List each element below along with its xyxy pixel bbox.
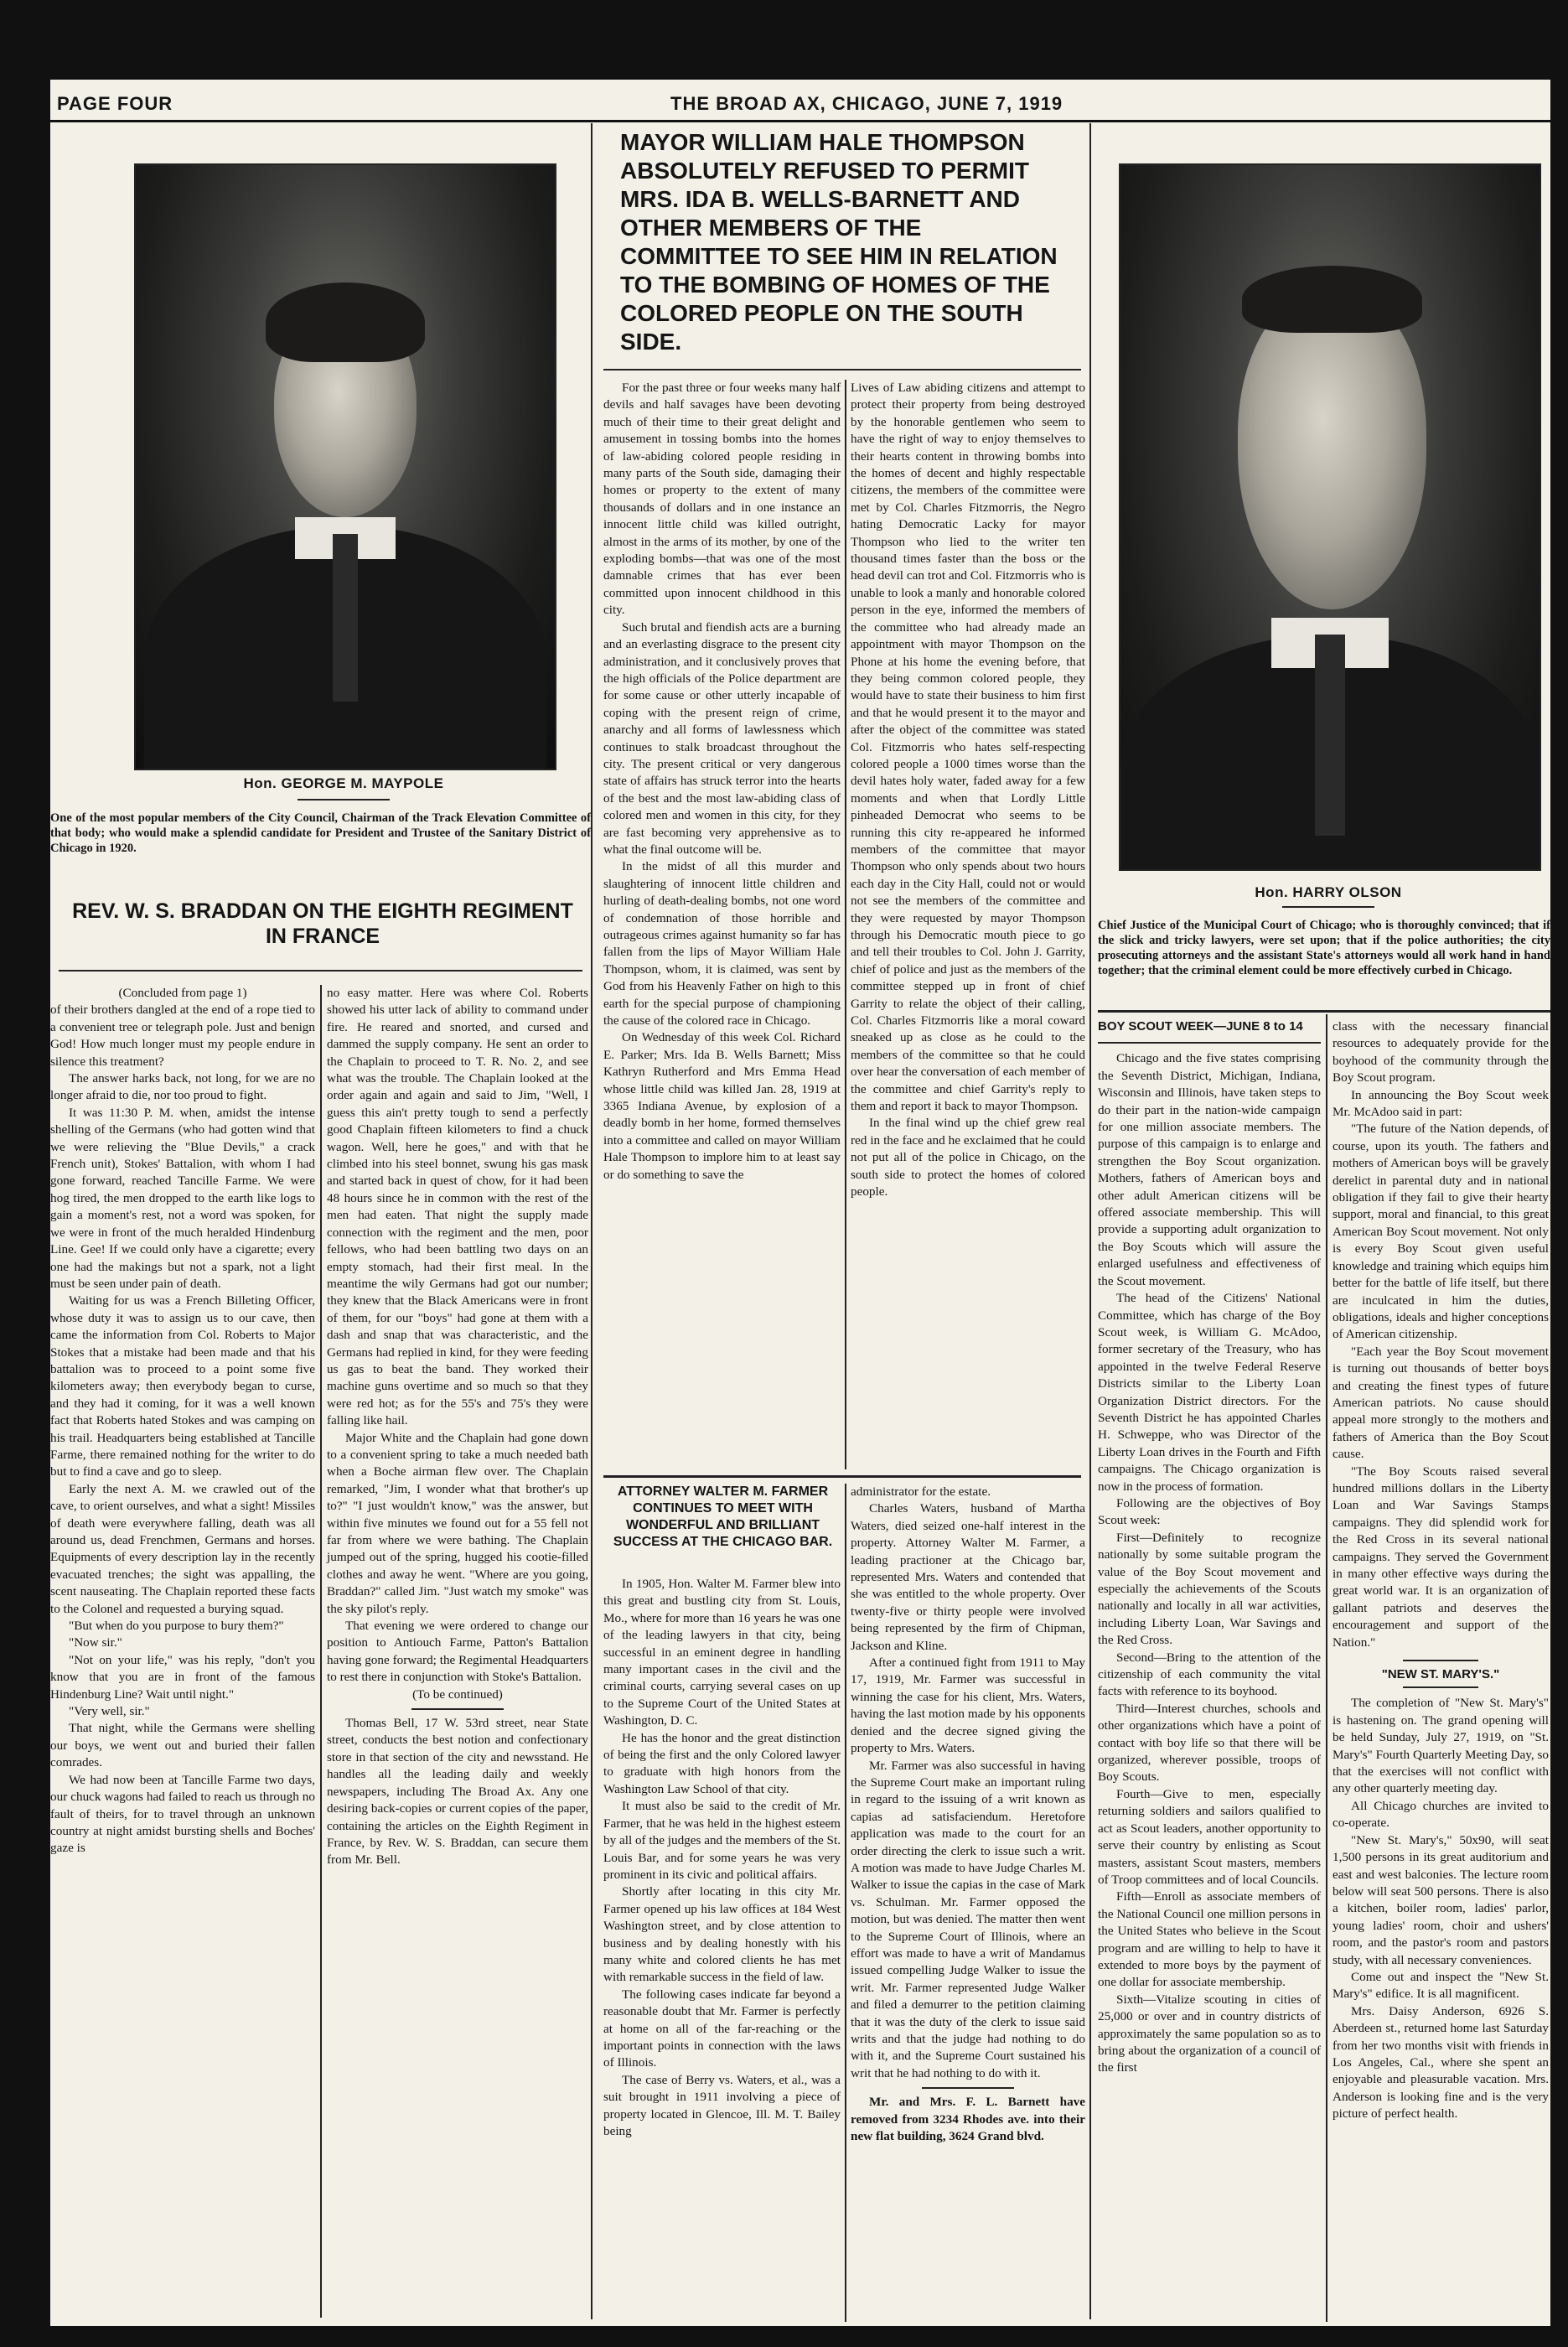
article-paragraph: The following cases indicate far beyond a reasonable doubt that Mr. Farmer is perfectly at home on all of the far-reaching or the important points in connection with the laws of Illinois. xyxy=(603,1987,841,2070)
mayor-column-2 xyxy=(851,380,1085,1201)
section-rule xyxy=(603,1475,1081,1478)
article-paragraph: The head of the Citizens' National Committee, which has charge of the Boy Scout week, is William G. McAdoo, former secretary of the Treasury, who has appointed in the twelve Federal Reserve Districts similar to the Liberty Loan Organization District directors. For the Seventh District he has appointed Charles H. Schweppe, who was Director of the Liberty Loan drives in the Fourth and Fifth campaigns. The Chicago organization is now in the process of formation. xyxy=(1098,1291,1321,1494)
article-paragraph: The completion of "New St. Mary's" is hastening on. The grand opening will be held Sunday, July 27, 1919, on "St. Mary's" Fourth Quarterly Meeting Day, so that the exercises will not conflict with any other quarterly meeting day. xyxy=(1333,1696,1549,1796)
page-header xyxy=(50,86,1550,120)
mayor-headline: MAYOR WILLIAM HALE THOMPSON ABSOLUTELY REFUSED TO PERMIT MRS. IDA B. WELLS-BARNETT AND OTHER MEMBERS OF THE COMMITTEE TO SEE HIM IN RELATION TO THE BOMBING OF HOMES OF THE COLORED PEOPLE ON THE SOUTH SIDE. xyxy=(620,129,1058,355)
maypole-caption: One of the most popular members of the City Council, Chairman of the Track Elevation Committee of that body; who would make a splendid candidate for President and Trustee of the Sanitary District of Chicago in 1920. xyxy=(50,811,591,855)
article-paragraph: (To be continued) xyxy=(412,1686,503,1702)
section-rule xyxy=(922,2087,1014,2089)
article-paragraph: administrator for the estate. xyxy=(851,1484,991,1499)
article-paragraph: In the final wind up the chief grew real red in the face and he exclaimed that he could not put all of the police in Chicago, on the south side to protect the homes of colored people. xyxy=(851,1116,1085,1199)
farmer-column-1 xyxy=(603,1576,841,2140)
article-paragraph: Second—Bring to the attention of the citizenship of each community the vital facts with reference to its boyhood. xyxy=(1098,1650,1321,1699)
section-rule xyxy=(1403,1686,1478,1688)
article-paragraph: We had now been at Tancille Farme two days, our chuck wagons had failed to reach us through no fault of theirs, for to travel through an unknown country at night amidst bursting shells and Boches' gaze is xyxy=(50,1772,315,1856)
article-paragraph: Mr. and Mrs. F. L. Barnett have removed from 3234 Rhodes ave. into their new flat building, 3624 Grand blvd. xyxy=(851,2095,1085,2144)
braddan-headline: REV. W. S. BRADDAN ON THE EIGHTH REGIMENT IN FRANCE xyxy=(72,899,573,948)
article-paragraph: In announcing the Boy Scout week Mr. McAdoo said in part: xyxy=(1333,1087,1549,1120)
article-paragraph: That night, while the Germans were shelling our boys, we went out and buried their fallen comrades. xyxy=(50,1721,315,1770)
article-paragraph: Waiting for us was a French Billeting Officer, whose duty it was to assign us to our cave, then came the information from Col. Roberts to Major Stokes that a mistake had been made and that his battalion was to proceed to a point some five kilometers away; then everybody began to curse, and they had it coming, for it was a well known fact that Roberts hated Stokes and was camping on his trail. Headquarters being established at Tancille Farme, there remained nothing for the writer to do but to find a cave and go to sleep. xyxy=(50,1293,315,1479)
mayor-headline-rule xyxy=(603,369,1081,370)
article-paragraph: "The Boy Scouts raised several hundred millions dollars in the Liberty Loan and War Savings Stamps campaigns. They did splendid work for the Red Cross in its several national campaigns. They served the Government in many other effective ways during the great world war. It is an organization of gallant patriots and deserves the encouragement and support of the Nation." xyxy=(1333,1464,1549,1650)
article-paragraph: "New St. Mary's," 50x90, will seat 1,500 persons in its great auditorium and east and west balconies. The lecture room below will seat 500 persons. There is also a kitchen, boiler room, ladies' parlor, young ladies' room, choir and ushers' room, and the pastor's room and pastors study, with all necessary conveniences. xyxy=(1333,1832,1549,1967)
article-paragraph: Shortly after locating in this city Mr. Farmer opened up his law offices at 184 West Washington street, and by close attention to business and by dealing honestly with his many white and colored clients he has met with remarkable success in the field of law. xyxy=(603,1884,841,1985)
caption-rule xyxy=(298,799,390,800)
article-paragraph: Fourth—Give to men, especially returning soldiers and sailors qualified to act as Scout leaders, another opportunity to serve their country by enlisting as Scout masters, assistant Scout masters, members of Troop committees and of local Councils. xyxy=(1098,1786,1321,1887)
article-paragraph: "But when do you purpose to bury them?" xyxy=(69,1619,284,1634)
maypole-portrait xyxy=(134,163,556,770)
farmer-headline: ATTORNEY WALTER M. FARMER CONTINUES TO MEET WITH WONDERFUL AND BRILLIANT SUCCESS AT THE CHICAGO BAR. xyxy=(613,1484,833,1549)
article-paragraph: On Wednesday of this week Col. Richard E. Parker; Mrs. Ida B. Wells Barnett; Miss Kathryn Rutherford and Mrs Emma Head whose little child was killed Jan. 28, 1919 at 3365 Indiana Avenue, by explosion of a deadly bomb in her home, formed themselves into a committee and called on mayor William Hale Thompson to implore him to at least say or do something to save the xyxy=(603,1030,841,1182)
article-paragraph: All Chicago churches are invited to co-operate. xyxy=(1333,1798,1549,1831)
article-paragraph: It was 11:30 P. M. when, amidst the intense shelling of the Germans (who had gotten wind that we were relieving the "Blue Devils," a crack French unit), Stokes' Battalion, with whom I had gone forward, reached Tancille Farme. We were hog tired, the men dropped to the earth like logs to gain a moment's rest, not a word was spoken, for we were in front of the much heralded Hindenburg Line. Gee! If we could only have a cigarette; every one had the makings but not a spark, not a light must be seen under pain of death. xyxy=(50,1105,315,1291)
mayor-column-1 xyxy=(603,380,841,1184)
article-paragraph: "The future of the Nation depends, of course, upon its youth. The fathers and mothers of American boys will be gravely derelict in parental duty and in national obligation if they fail to give their hearty support, moral and financial, to this great American Boy Scout movement. Not only is every Boy Scout given useful knowledge and training which equips him better for the battle of life itself, but there are inculcated in him the duties, obligations, ideals and higher conceptions of American citizenship. xyxy=(1333,1122,1549,1342)
maypole-name: Hon. GEORGE M. MAYPOLE xyxy=(243,775,444,791)
article-paragraph: After a continued fight from 1911 to May 17, 1919, Mr. Farmer was successful in winning the case for his client, Mrs. Waters, having the last motion made by his opponents denied and the decree signed giving the property to Mrs. Waters. xyxy=(851,1655,1085,1756)
scout-divider xyxy=(1326,1014,1327,2322)
article-paragraph: The answer harks back, not long, for we are no longer afraid to die, nor too proud to fight. xyxy=(50,1071,315,1103)
column-divider-2 xyxy=(1089,123,1091,2319)
article-paragraph: (Concluded from page 1) xyxy=(118,986,247,1000)
article-paragraph: For the past three or four weeks many half devils and half savages have been devoting much of their time to their great delight and amusement in tossing bombs into the homes of law-abiding colored people residing in many parts of the South side, damaging their homes or property to the extent of many thousands of dollars and in one instance an innocent little child was killed outright, almost in the arms of its mother, by one of the exploding bombs—that was one of the most damnable crimes that has ever been committed upon innocent childhood in this city. xyxy=(603,381,841,618)
olson-portrait xyxy=(1119,163,1541,871)
article-paragraph: Mrs. Daisy Anderson, 6926 S. Aberdeen st., returned home last Saturday from her two months visit with friends in Los Angeles, Cal., where she spent an enjoyable and pleasurable vacation. Mrs. Anderson is looking fine and is the very picture of perfect health. xyxy=(1333,2003,1549,2122)
column-divider-1 xyxy=(591,123,593,2319)
article-paragraph: Charles Waters, husband of Martha Waters, died seized one-half interest in the property. Attorney Walter M. Farmer, a leading practioner at the Chicago bar, represented Mrs. Waters and contended that she was entitled to the whole property. Over twenty-five or thirty people were involved being represented by the firm of Chipman, Jackson and Kline. xyxy=(851,1501,1085,1653)
article-paragraph: Lives of Law abiding citizens and attempt to protect their property from being destroyed by the honorable gentlemen who seem to have the right of way to enjoy themselves to their hearts content in throwing bombs into the homes of decent and highly respectable citizens, the members of the committee were met by Col. Charles Fitzmorris, the Negro hating Democratic Lacky for mayor Thompson who lied to the writer ten thousand times faster than the boss or the head devil can trot and Col. Fitzmorris who is unable to look a manly and honorable colored person in the eye, informed the members of the committee who had already made an appointment with mayor Thompson on the Phone at his home the evening before, that they being common colored people, they would have to state their business to him first and that he would present it to the mayor and after the object of the committee was stated Col. Fitzmorris who hates self-respecting colored people a 1000 times worse than the devil hates holy water, faded away for a few moments and when that Lordly Little pinheaded Democrat who seems to be running this city re-appeared he informed members of the committee that mayor Thompson who only spends about two hours each day in the City Hall, could not or would not see the members of the committee and they were requested by mayor Thompson through his Democratic mouth piece to go and tell their troubles to Col. John J. Garrity, chief of police and just as the members of the committee stepped up in front of chief Garrity to relate the object of their calling, Col. Charles Fitzmorris like a moral coward sneaked up as close as he could to the members of the committee so that he could over hear the conversation of each member of the committee and chief Garrity's reply to them and report it back to mayor Thompson. xyxy=(851,381,1085,1114)
article-paragraph: Fifth—Enroll as associate members of the National Council one million persons in the United States who believe in the Scout program and are willing to help to have it extended to more boys by the payment of one dollar for associate membership. xyxy=(1098,1889,1321,1990)
article-paragraph: "Not on your life," was his reply, "don't you know that you are in front of the famous Hindenburg Line? Wait until night." xyxy=(50,1652,315,1702)
braddan-column-1 xyxy=(50,985,315,1857)
article-paragraph: class with the necessary financial resources to adequately provide for the boyhood of the community through the Boy Scout program. xyxy=(1333,1019,1549,1085)
article-paragraph: Come out and inspect the "New St. Mary's" edifice. It is all magnificent. xyxy=(1333,1969,1549,2002)
braddan-divider xyxy=(320,985,322,2318)
farmer-divider xyxy=(845,1484,846,2322)
article-paragraph: of their brothers dangled at the end of a rope tied to a convenient tree or telegraph pole. Just and benign God! How much longer must my people endure in silence this treatment? xyxy=(50,1003,315,1069)
stmarys-headline: "NEW ST. MARY'S." xyxy=(1381,1667,1500,1682)
section-rule xyxy=(1098,1042,1321,1044)
article-paragraph: The case of Berry vs. Waters, et al., was a suit brought in 1911 involving a piece of property located in Glencoe, Ill. M. T. Bailey being xyxy=(603,2072,841,2138)
article-paragraph: Thomas Bell, 17 W. 53rd street, near State street, conducts the best notion and confectionary store in that section of the city and newsstand. He handles all the leading daily and weekly newspapers, including The Broad Ax. Any one desiring back-copies or current copies of the paper, containing the articles on the Eighth Regiment in France, by Rev. W. S. Braddan, can secure them from Mr. Bell. xyxy=(327,1716,588,1868)
section-rule xyxy=(411,1708,504,1710)
article-paragraph: That evening we were ordered to change our position to Antiouch Farme, Patton's Battalion having gone forward; the Regimental Headquarters to rest there in conjunction with Stoke's Battalion. xyxy=(327,1619,588,1685)
article-paragraph: In the midst of all this murder and slaughtering of innocent little children and hurling of death-dealing bombs, not one word of condemnation of those horrible and outrageous crimes against humanity so far has fallen from the lips of Mayor William Hale Thompson, whom, it is claimed, was sent by God from his Heavenly Father on high to this earth for the special purpose of championing the cause of the colored race in Chicago. xyxy=(603,859,841,1028)
article-paragraph: "Very well, sir." xyxy=(69,1704,150,1719)
braddan-column-2 xyxy=(327,985,588,1869)
article-paragraph: It must also be said to the credit of Mr. Farmer, that he was held in the highest esteem by all of the judges and the members of the St. Louis Bar, and for some years he was very prominent in its civic and political affairs. xyxy=(603,1799,841,1882)
article-paragraph: "Now sir." xyxy=(69,1635,122,1650)
article-paragraph: Chicago and the five states comprising the Seventh District, Michigan, Indiana, Wisconsin and Illinois, have taken steps to do their part in the nation-wide campaign for one million associate members. The purpose of this campaign is to enlarge and strengthen the Boy Scout organization. Mothers, fathers of American boys and other adult American citizens will be offered associate membership. This will provide a supporting adult organization to the Boy Scouts which will assure the enlarged usefulness and effectiveness of the Scout movement. xyxy=(1098,1051,1321,1288)
article-paragraph: First—Definitely to recognize nationally by some suitable program the value of the Boy Scout movement and especially the achievements of the Scouts nationally and locally in all war activities, including Liberty Loan, War Savings and the Red Cross. xyxy=(1098,1530,1321,1648)
newspaper-page xyxy=(50,80,1550,2326)
olson-caption: Chief Justice of the Municipal Court of Chicago; who is thoroughly convinced; that if the slick and tricky lawyers, were set upon; that if the police authorities; the city prosecuting attorneys and the assistant State's attorneys would all work hand in hand together; that the criminal element could be more effectively curbed in Chicago. xyxy=(1098,919,1550,977)
page-number: PAGE FOUR xyxy=(57,93,173,114)
article-paragraph: Major White and the Chaplain had gone down to a convenient spring to take a much needed bath when a Boche airman flew over. The Chaplain remarked, "Jim, I wonder what that brother's up to?" "I just wouldn't know," was the answer, but within five minutes we found out for a 55 fell not far from where we were bathing. The Chaplain jumped out of the spring, hugged his cootie-filled clothes and away he went. "Where are you going, Braddan?" called Jim. "Just watch my smoke" was the sky pilot's reply. xyxy=(327,1430,588,1616)
olson-name: Hon. HARRY OLSON xyxy=(1255,884,1402,900)
article-paragraph: no easy matter. Here was where Col. Roberts showed his utter lack of ability to command under fire. He reared and snorted, and cursed and dammed the supply company. He sent an order to the Chaplain to proceed to T. R. No. 2, and see what was the trouble. The Chaplain looked at the order again and again and said to Jim, "Well, I guess this ain't pretty tough to send a perfectly good Chaplain fifteen kilometers to find a chuck wagon. Well, here he goes," and with that he climbed into his steel bonnet, swung his gas mask and started back in quest of chow, for it had been 48 hours since he in common with the rest of the men had eaten. That night the supply made connection with the regiment and the men, poor fellows, who had been battling two days on an empty stomach, had their first meal. In the meantime the wily Germans had got our number; they knew that the Black Americans were in front of them, for our "boys" had gone at them with a dash and snap that was characteristic, and the Germans had replied in kind, for they were feeding us gas to beat the band. They worked their machine guns overtime and so much so that they were red hot; as for the 55's and 75's they were falling like hail. xyxy=(327,986,588,1428)
mayor-divider xyxy=(845,380,846,1469)
article-paragraph: Such brutal and fiendish acts are a burning and an everlasting disgrace to the present city administration, and it conclusively proves that the high officials of the Police department are for some cause or other utterly incapable of coping with the present reign of crime, anarchy and all forms of lawlessness which continues to stalk broadcast throughout the city. The present critical or very dangerous state of affairs has struck terror into the hearts of the best and the most law-abiding class of colored men and women in this city, for they are fast becoming very apprehensive as to what the final outcome will be. xyxy=(603,619,841,857)
braddan-headline-rule xyxy=(59,970,582,971)
scout-column-1 xyxy=(1098,1018,1321,2077)
header-rule xyxy=(50,120,1550,122)
section-rule xyxy=(1403,1660,1478,1661)
article-paragraph: Following are the objectives of Boy Scout week: xyxy=(1098,1495,1321,1528)
article-paragraph: Mr. Farmer was also successful in having the Supreme Court make an important ruling in regard to the issuing of a writ known as capias ad satisfaciendum. Heretofore application was made to the court for an order directing the clerk to issue such a writ. A motion was made to have Judge Charles M. Walker to issue the capias in the case of Mark vs. Schulman. Mr. Farmer opposed the motion, but was denied. The matter then went to the Supreme Court of Illinois, where an effort was made to have a writ of Mandamus issued compelling Judge Walker to issue the writ. Mr. Farmer represented Judge Walker and filed a demurrer to the petition claiming that it was the duty of the clerk to issue said writs and that the judge had nothing to do with it, and the Supreme Court sustained his writ that he had nothing to do with it. xyxy=(851,1758,1085,2080)
article-paragraph: Early the next A. M. we crawled out of the cave, to orient ourselves, and what a sight! Missiles of death were everywhere falling, death was all around us, dead Frenchmen, Germans and horses. Equipments of every description lay in the recently evacuated trenches; the sight was appalling, the scent nauseating. The Chaplain reported these facts to the Colonel and requested a burying squad. xyxy=(50,1481,315,1616)
article-paragraph: "Each year the Boy Scout movement is turning out thousands of better boys and creating the finest types of future American patriots. No cause should appeal more strongly to the mothers and fathers of America than the Boy Scout cause. xyxy=(1333,1344,1549,1462)
caption-rule xyxy=(1282,906,1374,908)
scout-headline: BOY SCOUT WEEK—JUNE 8 to 14 xyxy=(1098,1019,1303,1034)
scout-column-2 xyxy=(1333,1018,1549,2123)
farmer-column-2 xyxy=(851,1484,1085,2145)
article-paragraph: Sixth—Vitalize scouting in cities of 25,000 or over and in country districts of approximately the same population so as to bring about the organization of a council of the first xyxy=(1098,1992,1321,2075)
section-rule xyxy=(1098,1010,1550,1013)
article-paragraph: He has the honor and the great distinction of being the first and the only Colored lawyer to graduate with high honors from the Washington Law School of that city. xyxy=(603,1730,841,1796)
article-paragraph: Third—Interest churches, schools and other organizations which have a point of contact with boy life so that there will be organized, wherever possible, troops of Boy Scouts. xyxy=(1098,1701,1321,1785)
article-paragraph: In 1905, Hon. Walter M. Farmer blew into this great and bustling city from St. Louis, Mo., where for more than 16 years he was one of the leading lawyers in that city, being successful in an eminent degree in handling many important cases in the civil and the criminal courts, carrying several cases on up to the Supreme Court of the United States at Washington, D. C. xyxy=(603,1577,841,1728)
masthead: THE BROAD AX, CHICAGO, JUNE 7, 1919 xyxy=(670,93,1063,114)
